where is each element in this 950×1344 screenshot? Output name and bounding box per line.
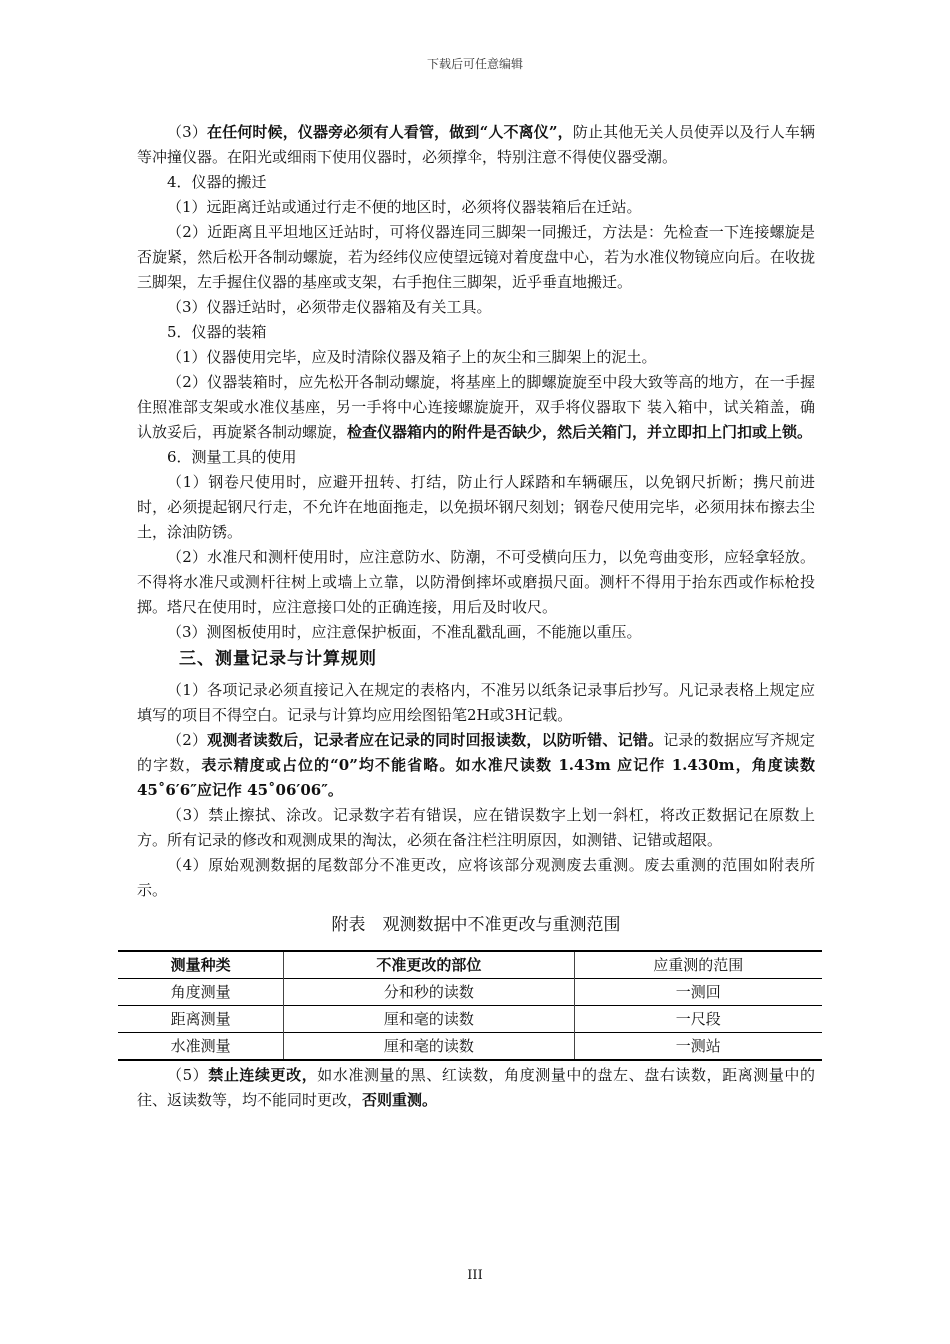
subsection-title: 4．仪器的搬迁 — [167, 173, 267, 191]
remeasure-table — [118, 950, 822, 1061]
text: 如水准测量的黑、红读数，角度测量中的盘左、盘右读数，距离测量中的往、返读数等，均不能同时更改， — [137, 1066, 815, 1109]
bold-text: 禁止连续更改， — [208, 1066, 318, 1084]
paragraph: （4）原始观测数据的尾数部分不准更改，应将该部分观测废去重测。废去重测的范围如附表所示。 — [137, 856, 815, 899]
paragraph: （3）仪器迁站时，必须带走仪器箱及有关工具。 — [167, 298, 492, 316]
text: （3） — [167, 123, 207, 141]
table-caption: 附表 观测数据中不准更改与重测范围 — [331, 915, 621, 935]
paragraph — [137, 120, 815, 170]
table-cell: 厘和毫的读数 — [284, 1033, 574, 1061]
subsection-title: 6．测量工具的使用 — [167, 448, 297, 466]
page-header: 下载后可任意编辑 — [426, 57, 523, 71]
bold-text: 检查仪器箱内的附件是否缺少，然后关箱门，并立即扣上门扣或上锁。 — [347, 423, 813, 441]
bold-text: 观测者读数后，记录者应在记录的同时回报读数，以防听错、记错。 — [207, 731, 664, 749]
text: 防止其他无关人员使弄以及行人车辆等冲撞仪器。在阳光或细雨下使用仪器时，必须撑伞，特别注意不得使仪器受潮。 — [137, 123, 815, 166]
text: （2）仪器装箱时，应先松开各制动螺旋，将基座上的脚螺旋旋至中段大致等高的地方，在一手握住照准部支架或水准仪基座，另一手将中心连接螺旋旋开，双手将仪器取下 装入箱中，试关箱盖，确认放妥后，再旋紧各制动螺旋， — [137, 373, 815, 441]
table-row — [118, 979, 822, 1006]
paragraph: （2）水准尺和测杆使用时，应注意防水、防潮，不可受横向压力，以免弯曲变形，应轻拿轻放。不得将水准尺或测杆往树上或墙上立靠，以防滑倒摔坏或磨损尺面。测杆不得用于抬东西或作标枪投掷。塔尺在使用时，应注意接口处的正确连接，用后及时收尺。 — [137, 548, 815, 616]
subsection-title: 5．仪器的装箱 — [167, 323, 267, 341]
table-cell: 水准测量 — [170, 1036, 231, 1055]
paragraph: （1）各项记录必须直接记入在规定的表格内，不准另以纸条记录事后抄写。凡记录表格上规定应填写的项目不得空白。记录与计算均应用绘图铅笔2H或3H记载。 — [137, 681, 815, 724]
bold-text: 否则重测。 — [362, 1091, 438, 1109]
paragraph: （1）仪器使用完毕，应及时清除仪器及箱子上的灰尘和三脚架上的泥土。 — [167, 348, 657, 366]
table-cell: 分和秒的读数 — [284, 979, 574, 1006]
table-header-row — [118, 951, 822, 979]
column-header: 测量种类 — [170, 955, 231, 974]
document-body — [137, 120, 815, 1113]
paragraph: （3）测图板使用时，应注意保护板面，不准乱戳乱画，不能施以重压。 — [167, 623, 642, 641]
text: （2） — [167, 731, 208, 749]
paragraph: （3）禁止擦拭、涂改。记录数字若有错误，应在错误数字上划一斜杠，将改正数据记在原数上方。所有记录的修改和观测成果的淘汰，必须在备注栏注明原因，如测错、记错或超限。 — [137, 806, 815, 849]
paragraph: （1）钢卷尺使用时，应避开扭转、打结，防止行人踩踏和车辆碾压，以免钢尺折断；携尺前进时，必须提起钢尺行走，不允许在地面拖走，以免损坏钢尺刻划；钢卷尺使用完毕，必须用抹布擦去尘土，涂油防锈。 — [137, 473, 815, 541]
paragraph — [137, 370, 815, 445]
table-cell: 厘和毫的读数 — [284, 1006, 574, 1033]
paragraph — [137, 728, 815, 803]
text: 记录的数据应写齐规定的字数， — [137, 731, 815, 774]
bold-text: 在任何时候，仪器旁必须有人看管，做到“人不离仪”， — [206, 123, 573, 141]
section-heading: 三、测量记录与计算规则 — [179, 649, 377, 669]
paragraph — [137, 1063, 815, 1113]
table-cell: 距离测量 — [170, 1009, 231, 1028]
paragraph: （2）近距离且平坦地区迁站时，可将仪器连同三脚架一同搬迁，方法是：先检查一下连接螺旋是否旋紧，然后松开各制动螺旋，若为经纬仪应使望远镜对着度盘中心，若为水准仪物镜应向后。在收拢三脚架，左手握住仪器的基座或支架，右手抱住三脚架，近乎垂直地搬迁。 — [137, 223, 815, 291]
page-number: III — [467, 1268, 483, 1283]
bold-text: 表示精度或占位的“0”均不能省略。如水准尺读数 1.43m 应记作 1.430m，角度读数 45˚6′6″应记作 45˚06′06″。 — [137, 756, 815, 799]
table-cell: 一测站 — [574, 1033, 822, 1061]
table-row — [118, 1006, 822, 1033]
table-cell: 一尺段 — [574, 1006, 822, 1033]
paragraph: （1）远距离迁站或通过行走不便的地区时，必须将仪器装箱后在迁站。 — [167, 198, 642, 216]
column-header: 应重测的范围 — [574, 951, 822, 979]
table-cell: 角度测量 — [170, 982, 231, 1001]
column-header: 不准更改的部位 — [284, 951, 574, 979]
table-cell: 一测回 — [574, 979, 822, 1006]
table-row — [118, 1033, 822, 1061]
text: （5） — [167, 1066, 209, 1084]
